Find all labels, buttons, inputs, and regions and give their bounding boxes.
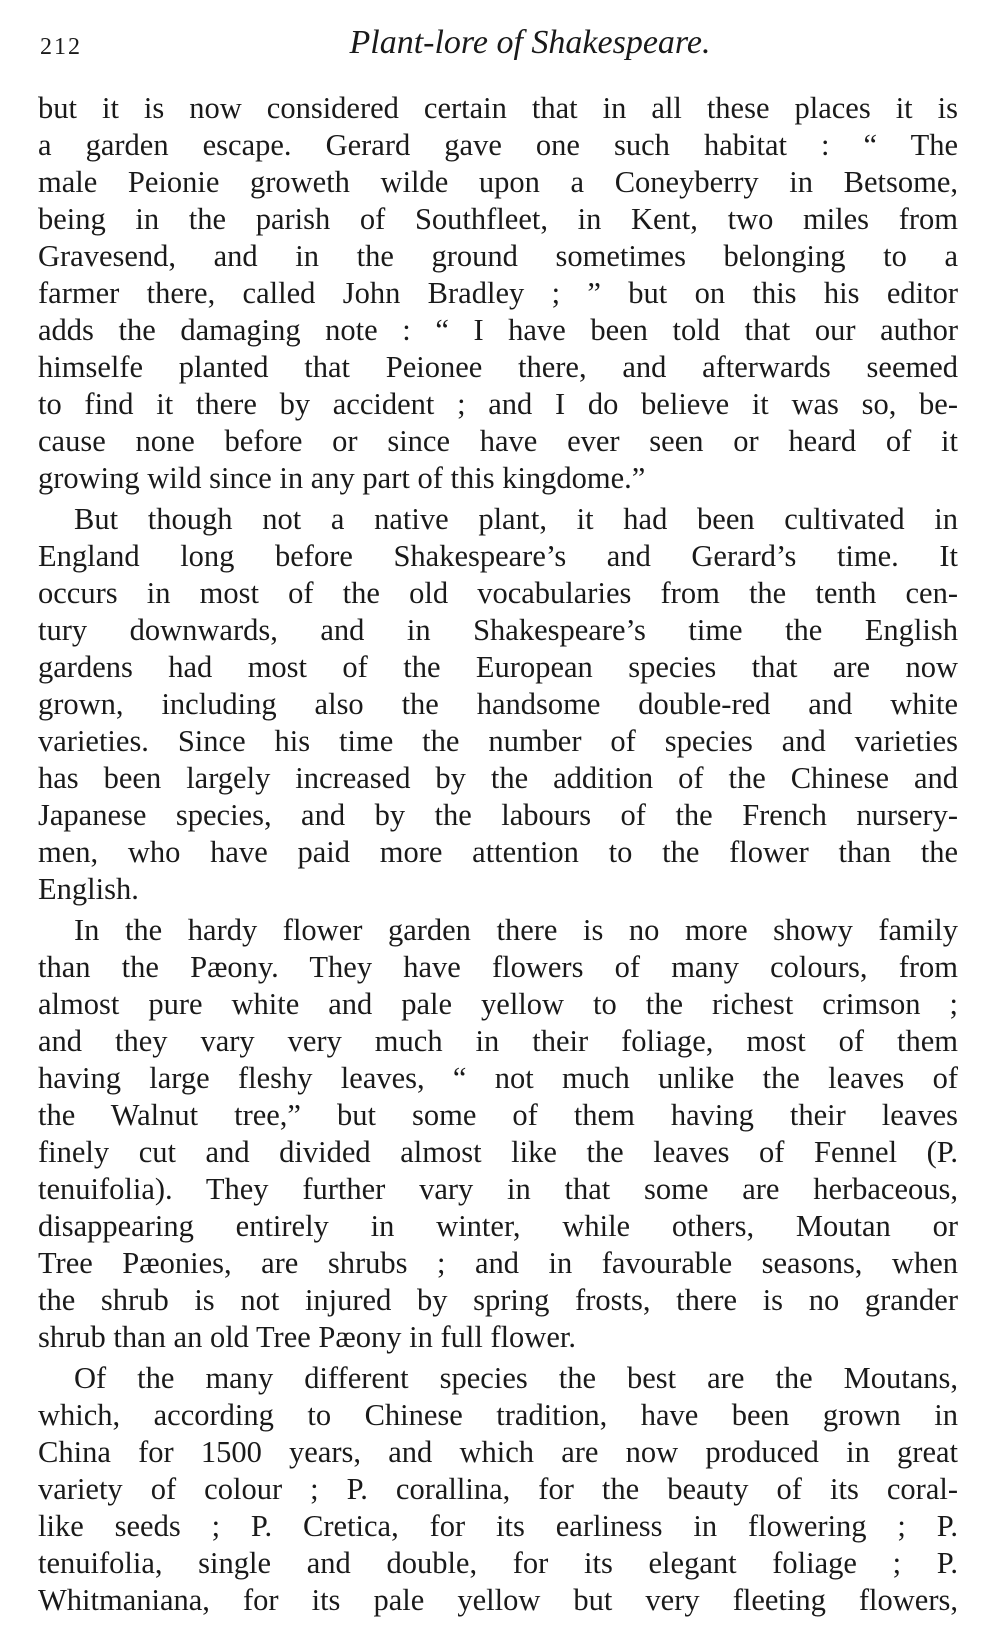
text-line: a garden escape. Gerard gave one such habitat : “ The — [38, 128, 958, 162]
text-line: China for 1500 years, and which are now produced in great — [38, 1435, 958, 1469]
text-line: Japanese species, and by the labours of the French nursery- — [38, 798, 958, 832]
text-line: disappearing entirely in winter, while others, Moutan or — [38, 1209, 958, 1243]
text-line: male Peionie groweth wilde upon a Coneyberry in Betsome, — [38, 165, 958, 199]
text-line: English. — [38, 872, 139, 906]
body-text — [38, 90, 958, 1619]
text-line: but it is now considered certain that in all these places it is — [38, 91, 958, 125]
text-line: having large fleshy leaves, “ not much unlike the leaves of — [38, 1061, 958, 1095]
paragraph-1 — [38, 90, 958, 497]
text-line: himselfe planted that Peionee there, and afterwards seemed — [38, 350, 958, 384]
text-line: being in the parish of Southfleet, in Kent, two miles from — [38, 202, 958, 236]
text-line: which, according to Chinese tradition, have been grown in — [38, 1398, 958, 1432]
text-line: gardens had most of the European species that are now — [38, 650, 958, 684]
text-line: England long before Shakespeare’s and Gerard’s time. It — [38, 539, 958, 573]
paragraph-3 — [38, 912, 958, 1356]
text-line: But though not a native plant, it had been cultivated in — [74, 502, 958, 536]
text-line: varieties. Since his time the number of species and varieties — [38, 724, 958, 758]
text-line: growing wild since in any part of this kingdome.” — [38, 461, 646, 495]
text-line: tury downwards, and in Shakespeare’s time the English — [38, 613, 958, 647]
text-line: the Walnut tree,” but some of them having their leaves — [38, 1098, 958, 1132]
text-line: occurs in most of the old vocabularies from the tenth cen- — [38, 576, 958, 610]
text-line: than the Pæony. They have flowers of many colours, from — [38, 950, 958, 984]
text-line: tenuifolia). They further vary in that some are herbaceous, — [38, 1172, 958, 1206]
text-line: Tree Pæonies, are shrubs ; and in favourable seasons, when — [38, 1246, 958, 1280]
text-line: to find it there by accident ; and I do believe it was so, be- — [38, 387, 958, 421]
text-line: adds the damaging note : “ I have been told that our author — [38, 313, 958, 347]
text-line: and they vary very much in their foliage, most of them — [38, 1024, 958, 1058]
text-line: finely cut and divided almost like the leaves of Fennel (P. — [38, 1135, 958, 1169]
text-line: Of the many different species the best are the Moutans, — [74, 1361, 958, 1395]
text-line: men, who have paid more attention to the flower than the — [38, 835, 958, 869]
text-line: variety of colour ; P. corallina, for the beauty of its coral- — [38, 1472, 958, 1506]
text-line: like seeds ; P. Cretica, for its earliness in flowering ; P. — [38, 1509, 958, 1543]
text-line: In the hardy flower garden there is no more showy family — [74, 913, 958, 947]
text-line: shrub than an old Tree Pæony in full flower. — [38, 1320, 576, 1354]
paragraph-4 — [38, 1360, 958, 1619]
text-line: the shrub is not injured by spring frosts, there is no grander — [38, 1283, 958, 1317]
paragraph-2 — [38, 501, 958, 908]
running-title: Plant-lore of Shakespeare. — [349, 24, 711, 61]
page-header — [40, 20, 960, 70]
text-line: Whitmaniana, for its pale yellow but very fleeting flowers, — [38, 1583, 958, 1617]
text-line: farmer there, called John Bradley ; ” but on this his editor — [38, 276, 958, 310]
text-line: has been largely increased by the addition of the Chinese and — [38, 761, 958, 795]
text-line: tenuifolia, single and double, for its elegant foliage ; P. — [38, 1546, 958, 1580]
text-line: cause none before or since have ever seen or heard of it — [38, 424, 958, 458]
text-line: Gravesend, and in the ground sometimes belonging to a — [38, 239, 958, 273]
page-number: 212 — [40, 34, 82, 60]
text-line: almost pure white and pale yellow to the richest crimson ; — [38, 987, 958, 1021]
text-line: grown, including also the handsome double-red and white — [38, 687, 958, 721]
